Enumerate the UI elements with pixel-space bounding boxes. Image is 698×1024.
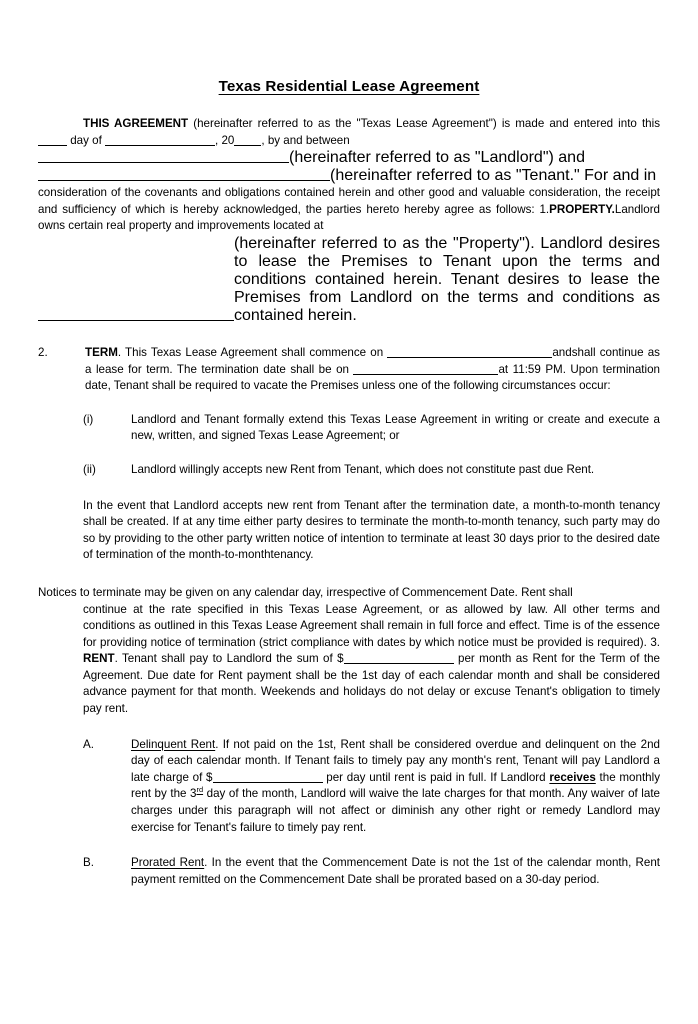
year-blank-field[interactable] [234, 134, 261, 146]
intro-lead-bold: THIS AGREEMENT [83, 117, 189, 130]
landlord-suffix-text: (hereinafter referred to as "Landlord") and [289, 149, 585, 167]
intro-text-1: (hereinafter referred to as the "Texas Lease Agreement") is made and entered into this [188, 117, 660, 130]
clause-term-body [85, 345, 660, 395]
notices-line-1: Notices to terminate may be given on any calendar day, irrespective of Commencement Date. Rent shall [38, 585, 573, 599]
intro-paragraph [38, 116, 660, 149]
late-charge-blank-field[interactable] [213, 771, 323, 783]
prorated-rent-text-1: . In the event that the Commencement Date is not the 1st of the calendar month, Rent payment remitted on the Commencement Date shall be prorated based on a 30-day period. [131, 856, 660, 886]
ordinal-superscript: rd [196, 785, 204, 795]
delinquent-rent-text-1: . If not paid on the 1st, Rent shall be considered overdue and delinquent on the 2nd day of each calendar month. If Tenant fails to timely pay any month's rent, Tenant will pay Landlord a late charge of $ [131, 737, 660, 784]
tenant-suffix-text: (hereinafter referred to as "Tenant." For and in [330, 167, 657, 185]
prorated-rent-heading: Prorated Rent [131, 856, 205, 870]
property-address-blank-field[interactable] [38, 320, 234, 321]
delinquent-rent-text-2: per day until rent is paid in full. If Landlord [322, 770, 550, 784]
delinquent-rent-heading: Delinquent Rent [131, 737, 216, 751]
roman-item-ii-marker: (ii) [83, 462, 96, 476]
intro-text-6: Landlord owns certain real property and improvements located at [38, 202, 660, 233]
notices-rest-text: continue at the rate specified in this Texas Lease Agreement, or as allowed by law. All other terms and conditions as outlined in this Texas Lease Agreement shall remain in full force and effect. Time is of the essence for providing notice of termination (strict compliance with dates by which notice must be provided is required). 3. [83, 602, 660, 649]
tenant-name-row [38, 167, 660, 185]
rent-heading: RENT [83, 652, 115, 666]
intro-text-3: , 20 [215, 133, 235, 147]
document-body [0, 116, 698, 888]
lettered-item-a-letter: A. [83, 737, 94, 751]
roman-item-i [38, 412, 660, 445]
delinquent-rent-text-4: day of the month, Landlord will waive the late charges for that month. Any waiver of late charges under this paragraph will not affect or diminish any other right or remedy Landlord may exercise for Tenant's failure to timely pay rent. [131, 787, 660, 834]
roman-item-ii-text: Landlord willingly accepts new Rent from Tenant, which does not constitute past due Rent. [131, 462, 595, 476]
rent-text-1: . Tenant shall pay to Landlord the sum of $ [114, 652, 344, 666]
lettered-item-b [38, 855, 660, 888]
page-title: Texas Residential Lease Agreement [218, 78, 480, 95]
roman-item-ii [38, 462, 660, 479]
day-blank-field[interactable] [38, 134, 67, 146]
intro-text-4: , by and between [261, 133, 350, 147]
clause-term [38, 345, 660, 395]
intro-text-5: consideration of the covenants and obligations contained herein and other good and valuable consideration, the receipt and sufficiency of which is hereby acknowledged, the parties hereto hereby agree as follows: 1. [38, 186, 660, 216]
notices-rest [38, 602, 660, 718]
delinquent-rent-text-3: the monthly rent by the 3 [131, 770, 660, 801]
lettered-item-b-letter: B. [83, 856, 94, 870]
property-address-row [38, 235, 660, 325]
clause-term-heading: TERM [85, 345, 118, 359]
lettered-item-a-body [131, 737, 660, 837]
intro-text-2: day of [67, 133, 106, 147]
termination-date-blank-field[interactable] [353, 363, 498, 375]
clause-term-text-1: . This Texas Lease Agreement shall commence on [117, 345, 388, 359]
property-heading: PROPERTY. [549, 202, 615, 216]
month-to-month-paragraph: In the event that Landlord accepts new rent from Tenant after the termination date, a month-to-month tenancy shall be created. If at any time either party desires to terminate the month-to-month tenancy, such party may do so by providing to the other party written notice of intention to terminate at least 30 days prior to the desired date of termination of the month-to-monthtenancy. [83, 498, 660, 562]
clause-term-text-2: andshall continue as a lease for term. The termination date shall be on [85, 345, 660, 376]
clause-term-text-3: at 11:59 PM. Upon termination date, Tenant shall be required to vacate the Premises unless one of the following circumstances occur: [85, 362, 661, 393]
month-blank-field[interactable] [105, 134, 215, 146]
receives-emphasis: receives [549, 770, 596, 784]
commencement-date-blank-field[interactable] [387, 346, 552, 358]
rent-amount-blank-field[interactable] [344, 652, 454, 664]
roman-item-i-text: Landlord and Tenant formally extend this Texas Lease Agreement in writing or create and execute a new, written, and signed Texas Lease Agreement; or [131, 412, 660, 443]
lettered-item-a [38, 737, 660, 837]
tenant-name-blank-field[interactable] [38, 180, 330, 181]
consideration-text [38, 185, 660, 235]
roman-item-i-marker: (i) [83, 412, 94, 426]
clause-term-number: 2. [38, 345, 48, 359]
landlord-name-blank-field[interactable] [38, 162, 289, 163]
landlord-name-row [38, 149, 660, 167]
rent-text-2: per month as Rent for the Term of the Agreement. Due date for Rent payment shall be the 1st day of each calendar month and shall be considered advance payment for that month. Weekends and holidays do not delay or excuse Tenant's obligation to timely pay rent. [83, 652, 660, 716]
property-suffix-text: (hereinafter referred to as the "Property"). Landlord desires to lease the Premises to Tenant upon the terms and conditions contained herein. Tenant desires to lease the Premises from Landlord on the terms and conditions as contained herein. [234, 234, 660, 324]
lettered-item-b-body [131, 855, 660, 888]
notices-rent-paragraph [38, 585, 660, 718]
